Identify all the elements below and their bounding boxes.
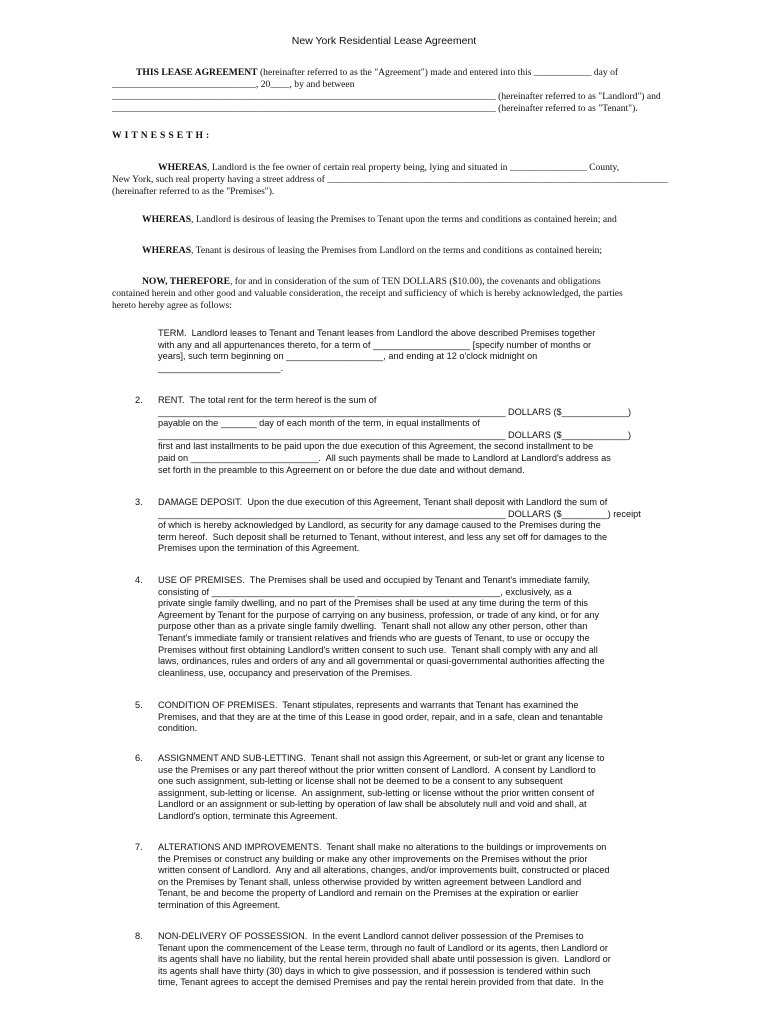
clause-number: 6. (135, 753, 143, 763)
preamble-line-1: THIS LEASE AGREEMENT (hereinafter referred to as the "Agreement") made and entered into this ____________ day of (136, 67, 619, 78)
now-therefore-line-2: contained herein and other good and valuable consideration, the receipt and sufficiency of which is hereby acknowledged, the parties (112, 288, 623, 299)
clause-number: 5. (135, 700, 143, 710)
whereas-3-line-1: WHEREAS, Tenant is desirous of leasing the Premises from Landlord on the terms and conditions as contained herein; (142, 245, 603, 256)
clause-rent: RENT. The total rent for the term hereof is the sum of ____________________________________________________________________ DOLLARS ($_____________) payable on the _______ day of each month of the term, in equal installments of ____________________________________________________________________ DOLLARS ($_____________) first and last installments to be paid upon the due execution of this Agreement, the second installment to be paid on _________________________. All such payments shall be made to Landlord at Landlord's address as set forth in the preamble to this Agreement on or before the due date and without demand. (158, 395, 632, 475)
clause-number: 8. (135, 931, 143, 941)
whereas-1-line-2: New York, such real property having a street address of _______________________________________________________________________ (112, 174, 668, 185)
clause-number: 2. (135, 395, 143, 405)
clause-number: 7. (135, 842, 143, 852)
now-therefore-line-1: NOW, THEREFORE, for and in consideration of the sum of TEN DOLLARS ($10.00), the covenants and obligations (142, 276, 601, 287)
clause-number: 3. (135, 497, 143, 507)
clause-damage-deposit: DAMAGE DEPOSIT. Upon the due execution of this Agreement, Tenant shall deposit with Landlord the sum of ____________________________________________________________________ DOLLARS ($_________) receipt of which is hereby acknowledged by Landlord, as security for any damage caused to the Premises during the term hereof. Such deposit shall be returned to Tenant, without interest, and less any set off for damages to the Premises upon the termination of this Agreement. (158, 497, 641, 554)
clause-term: TERM. Landlord leases to Tenant and Tenant leases from Landlord the above described Premises together with any and all appurtenances thereto, for a term of ___________________ [specify number of months or years], such term beginning on ___________________, and ending at 12 o'clock midnight on ________________________. (158, 328, 596, 373)
whereas-1-line-1: WHEREAS, Landlord is the fee owner of certain real property being, lying and situated in ________________ County, (158, 162, 620, 173)
preamble-lead: THIS LEASE AGREEMENT (136, 67, 258, 78)
clause-use-of-premises: USE OF PREMISES. The Premises shall be used and occupied by Tenant and Tenant's immediate family, consisting of ____________________________ ____________________________, exclusively, as a private single family dwelling, and no part of the Premises shall be used at any time during the term of this Agreement by Tenant for the purpose of carrying on any business, profession, or trade of any kind, or for any purpose other than as a private single family dwelling. Tenant shall not allow any other person, other than Tenant's immediate family or transient relatives and friends who are guests of Tenant, to use or occupy the Premises without first obtaining Landlord's written consent to such use. Tenant shall comply with any and all laws, ordinances, rules and orders of any and all governmental or quasi-governmental authorities affecting the cleanliness, use, occupancy and preservation of the Premises. (158, 575, 605, 678)
clause-condition-of-premises: CONDITION OF PREMISES. Tenant stipulates, represents and warrants that Tenant has examined the Premises, and that they are at the time of this Lease in good order, repair, and in a safe, clean and tenantable condition. (158, 700, 603, 734)
clause-assignment: ASSIGNMENT AND SUB-LETTING. Tenant shall not assign this Agreement, or sub-let or grant any license to use the Premises or any part thereof without the prior written consent of Landlord. A consent by Landlord to one such assignment, sub-letting or license shall not be deemed to be a consent to any subsequent assignment, sub-letting or license. An assignment, sub-letting or license without the prior written consent of Landlord or an assignment or sub-letting by operation of law shall be absolutely null and void and shall, at Landlord's option, terminate this Agreement. (158, 753, 605, 821)
whereas-2-line-1: WHEREAS, Landlord is desirous of leasing the Premises to Tenant upon the terms and conditions as contained herein; and (142, 214, 617, 225)
clause-alterations: ALTERATIONS AND IMPROVEMENTS. Tenant shall make no alterations to the buildings or improvements on the Premises or construct any building or make any other improvements on the Premises without the prior written consent of Landlord. Any and all alterations, changes, and/or improvements built, constructed or placed on the Premises by Tenant shall, unless otherwise provided by written agreement between Landlord and Tenant, be and become the property of Landlord and remain on the Premises at the expiration or earlier termination of this Agreement. (158, 842, 610, 910)
clause-non-delivery: NON-DELIVERY OF POSSESSION. In the event Landlord cannot deliver possession of the Premises to Tenant upon the commencement of the Lease term, through no fault of Landlord or its agents, then Landlord or its agents shall have no liability, but the rental herein provided shall abate until possession is given. Landlord or its agents shall have thirty (30) days in which to give possession, and if possession is tendered within such time, Tenant agrees to accept the demised Premises and pay the rental herein provided from that date. In the (158, 931, 611, 988)
witnesseth-heading: WITNESSETH: (112, 130, 213, 141)
clause-number: 4. (135, 575, 143, 585)
preamble-line-2: ______________________________, 20____, by and between (112, 79, 355, 90)
preamble-line-3: ________________________________________________________________________________ (hereinafter referred to as "Landlord") and (112, 91, 661, 102)
whereas-1-line-3: (hereinafter referred to as the "Premises"). (112, 186, 275, 197)
preamble-line-4: ________________________________________________________________________________ (hereinafter referred to as "Tenant"). (112, 103, 638, 114)
document-title: New York Residential Lease Agreement (291, 35, 477, 47)
now-therefore-line-3: hereto hereby agree as follows: (112, 300, 232, 311)
